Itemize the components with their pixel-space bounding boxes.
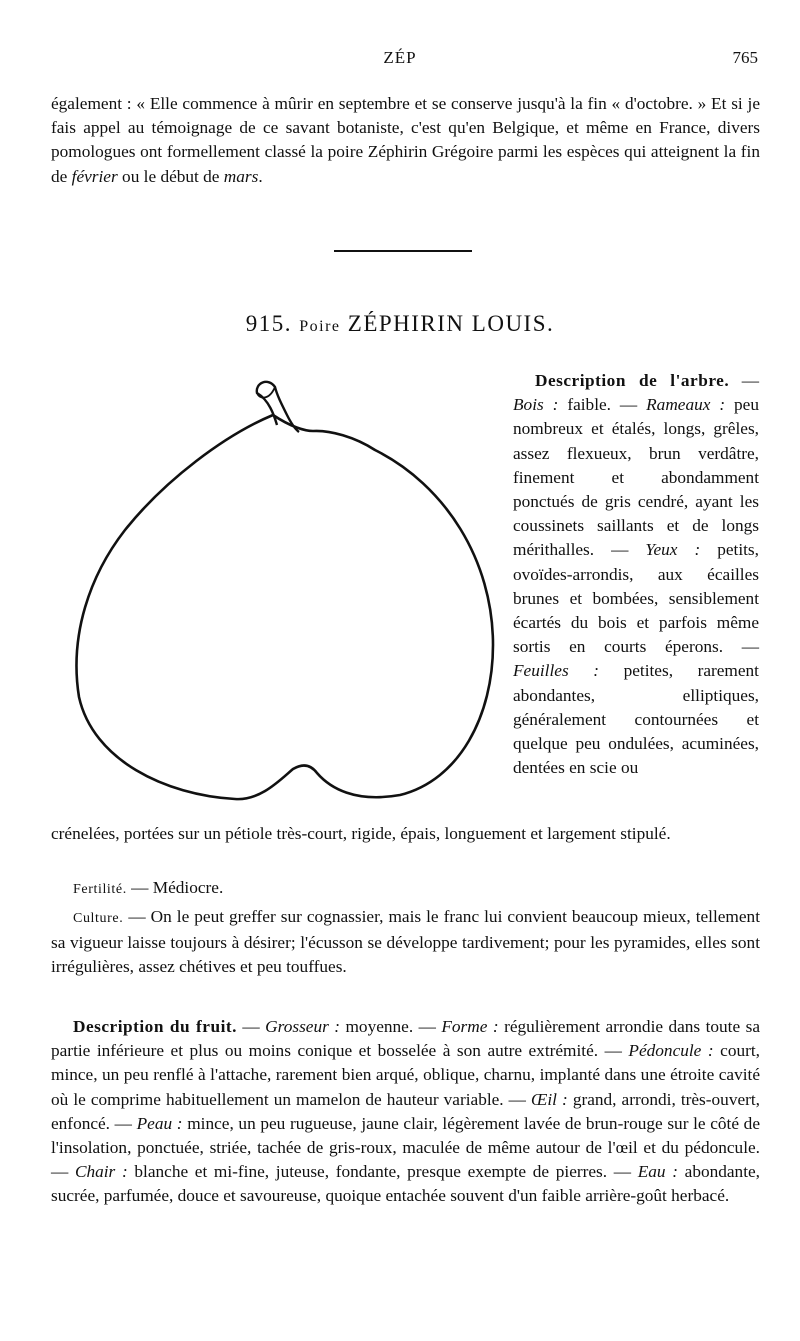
feuilles-label: Feuilles : xyxy=(513,661,599,681)
section-kind: Poire xyxy=(299,318,341,335)
section-title xyxy=(0,311,800,337)
forme-text: régulièrement arrondie dans toute sa partie inférieure et plus ou moins conique et bosselée à son autre extrémité. — xyxy=(51,1017,760,1061)
running-title: ZÉP xyxy=(383,48,417,67)
intro-february: février xyxy=(71,166,118,186)
fertilite-text: — Médiocre. xyxy=(131,878,224,897)
peau-label: Peau : xyxy=(136,1113,183,1133)
chair-text: blanche et mi-fine, juteuse, fondante, presque exempte de pierres. — xyxy=(134,1162,632,1182)
intro-text-3: . xyxy=(258,166,263,186)
intro-paragraph xyxy=(51,92,760,189)
section-divider xyxy=(334,250,472,252)
bois-label: Bois : xyxy=(513,395,559,415)
pear-stalk-outline xyxy=(257,382,299,432)
fertilite-paragraph xyxy=(51,876,760,902)
culture-text: — On le peut greffer sur cognassier, mais le franc lui convient beaucoup mieux, tellement sa vigueur laisse toujours à désirer; l'écusson se développe tardivement; pour les pyramides, elles sont irrégulières, assez chétives et peu touffues. xyxy=(51,907,760,977)
peau-text: mince, un peu rugueuse, jaune clair, légèrement lavée de brun-rouge sur le côté de l'insolation, ponctuée, striée, tachée de gris-roux, maculée de même autour de l'œil et du pédoncule. — xyxy=(51,1113,760,1182)
fertilite-label: Fertilité. xyxy=(73,882,127,897)
page-number: 765 xyxy=(732,48,758,67)
grosseur-label: Grosseur : xyxy=(265,1017,341,1036)
eau-label: Eau : xyxy=(637,1162,678,1182)
intro-text-2: ou le début de xyxy=(122,166,220,186)
pear-outline-illustration xyxy=(55,375,505,811)
pedoncule-text: court, mince, un peu renflé à l'attache, rarement bien arqué, oblique, charnu, implanté dans une étroite cavité où le comprime habituellement un mamelon de hauteur variable. — xyxy=(51,1041,760,1109)
tree-description-continued: crénelées, portées sur un pétiole très-court, rigide, épais, longuement et largement stipulé. xyxy=(51,824,671,843)
section-number: 915. xyxy=(245,311,292,336)
intro-text-1: également : « Elle commence à mûrir en septembre et se conserve jusqu'à la fin « d'octobre. » Et si je fais appel au témoignage de ce savant botaniste, c'est qu'en Belgique, et même en France, divers pomologues ont formellement classé la poire Zéphirin Grégoire parmi les espèces qui atteignent la fin de xyxy=(51,94,760,186)
feuilles-text: petites, rarement abondantes, elliptiques, généralement contournées et quelque peu ondulées, acuminées, dentées en scie ou xyxy=(513,661,759,778)
rameaux-text: peu nombreux et étalés, longs, grêles, assez flexueux, brun verdâtre, finement et abondamment ponctués de gris cendré, ayant les coussinets saillants et de longs mérithalles. — xyxy=(513,395,759,560)
yeux-label: Yeux : xyxy=(645,540,701,560)
pear-stalk-end xyxy=(257,387,275,398)
eau-text: abondante, sucrée, parfumée, douce et savoureuse, quoique entachée souvent d'un faible arrière-goût herbacé. xyxy=(51,1162,760,1206)
yeux-text: petits, ovoïdes-arrondis, aux écailles brunes et bombées, sensiblement écartés du bois et parfois même sortis en courts éperons. — xyxy=(513,540,759,657)
culture-label: Culture. xyxy=(73,911,124,926)
oeil-text: grand, arrondi, très-ouvert, enfoncé. — xyxy=(51,1089,761,1133)
section-name: ZÉPHIRIN LOUIS. xyxy=(347,311,555,336)
chair-label: Chair : xyxy=(74,1162,128,1182)
forme-label: Forme : xyxy=(441,1017,499,1036)
fruit-description: Description du fruit. — Grosseur : moyenne. — Forme : régulièrement arrondie dans toute sa partie inférieure et plus ou moins conique et bosselée à son autre extrémité. — Pédoncule : court, mince, un peu renflé à l'attache, rarement bien arqué, oblique, charnu, implanté dans une étroite cavité où le comprime habituellement un mamelon de hauteur variable. — Œil : grand, arrondi, très-ouvert, enfoncé. — Peau : mince, un peu rugueuse, jaune clair, légèrement lavée de brun-rouge sur le côté de l'insolation, ponctuée, striée, tachée de gris-roux, maculée de même autour de l'œil et du pédoncule. — Chair : blanche et mi-fine, juteuse, fondante, presque exempte de pierres. — Eau : abondante, sucrée, parfumée, douce et savoureuse, quoique entachée souvent d'un faible arrière-goût herbacé. xyxy=(51,1017,761,1206)
rameaux-label: Rameaux : xyxy=(646,395,726,415)
oeil-label: Œil : xyxy=(531,1089,568,1109)
tree-description: Description de l'arbre. — Bois : faible. — Rameaux : peu nombreux et étalés, longs, grêles, assez flexueux, brun verdâtre, finement et abondamment ponctués de gris cendré, ayant les coussinets saillants et de longs mérithalles. — Yeux : petits, ovoïdes-arrondis, aux écailles brunes et bombées, sensiblement écartés du bois et parfois même sortis en courts éperons. — Feuilles : petites, rarement abondantes, elliptiques, généralement contournées et quelque peu ondulées, acuminées, dentées en scie ou xyxy=(513,371,759,778)
pear-body-outline xyxy=(77,415,493,799)
bois-text: faible. — xyxy=(567,395,638,415)
grosseur-text: moyenne. — xyxy=(345,1017,436,1036)
intro-march: mars xyxy=(223,166,259,186)
fruit-heading: Description du fruit. xyxy=(73,1017,237,1036)
tree-heading: Description de l'arbre. xyxy=(535,371,730,390)
pedoncule-label: Pédoncule : xyxy=(628,1041,714,1061)
culture-paragraph xyxy=(51,905,760,980)
